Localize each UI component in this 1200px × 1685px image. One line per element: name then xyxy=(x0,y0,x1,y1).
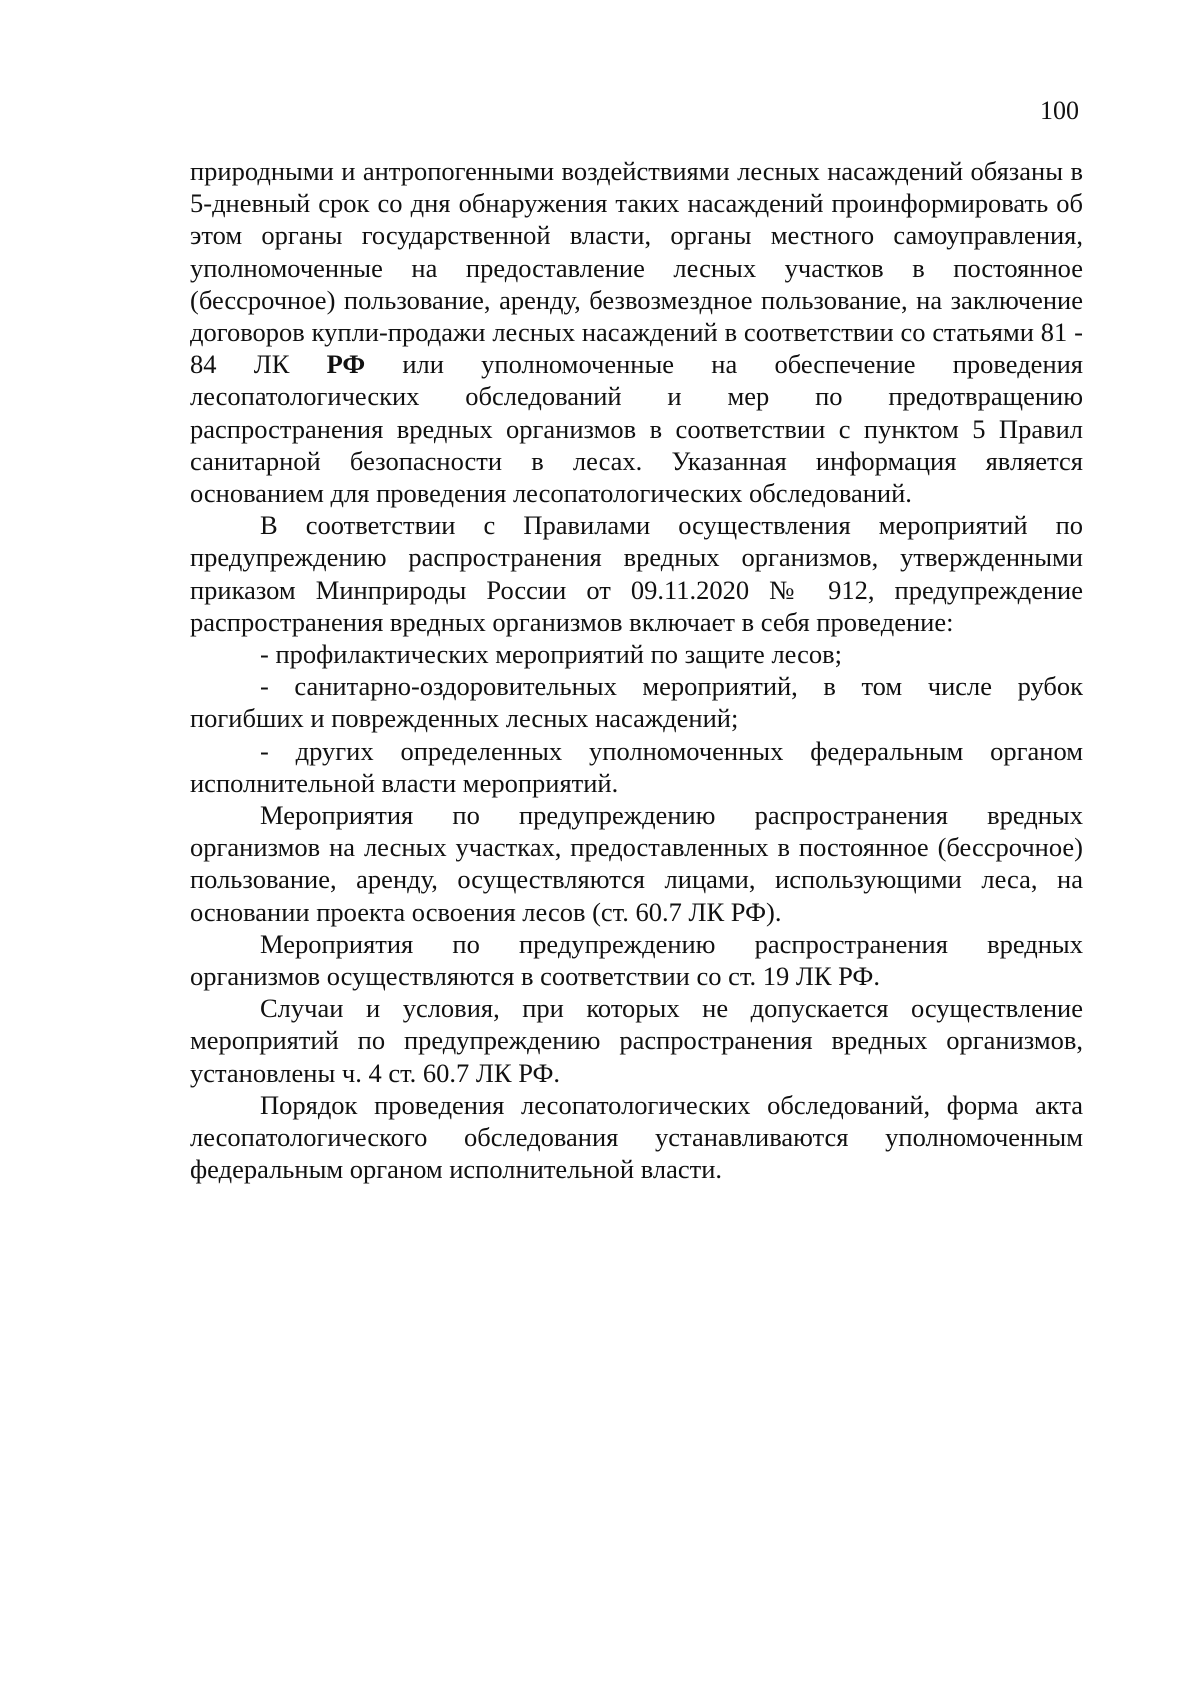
paragraph-article-19: Мероприятия по предупреждению распространения вредных организмов осуществляются в соответствии со ст. 19 ЛК РФ. xyxy=(190,928,1083,992)
list-item-preventive: - профилактических мероприятий по защите лесов; xyxy=(260,639,842,670)
bold-abbreviation: РФ xyxy=(326,349,366,380)
list-item-other: - других определенных уполномоченных федеральным органом исполнительной власти мероприятий. xyxy=(190,735,1083,798)
paragraph-survey-procedure: Порядок проведения лесопатологических обследований, форма акта лесопатологического обследования устанавливаются уполномоченным федеральным органом исполнительной власти. xyxy=(190,1089,1083,1185)
paragraph-continuation xyxy=(190,155,1083,509)
paragraph-text: природными и антропогенными воздействиями лесных насаждений обязаны в 5-дневный срок со дня обнаружения таких насаждений проинформировать об этом органы государственной власти, органы местного самоуправления, уполномоченные на предоставление лесных участков в постоянное (бессрочное) пользование, аренду, безвозмездное пользование, на заключение договоров купли-продажи лесных насаждений в соответствии со статьями 81 - 84 ЛК xyxy=(190,156,1083,380)
paragraph-text: или уполномоченные на обеспечение проведения лесопатологических обследований и мер по предотвращению распространения вредных организмов в соответствии с пунктом 5 Правил санитарной безопасности в лесах. Указанная информация является основанием для проведения лесопатологических обследований. xyxy=(190,349,1083,509)
list-item-sanitary: - санитарно-оздоровительных мероприятий, в том числе рубок погибших и поврежденных лесных насаждений; xyxy=(190,671,1083,734)
paragraph-leased-plots: Мероприятия по предупреждению распространения вредных организмов на лесных участках, предоставленных в постоянное (бессрочное) пользование, аренду, осуществляются лицами, использующими леса, на основании проекта освоения лесов (ст. 60.7 ЛК РФ). xyxy=(190,800,1083,927)
paragraph-rules-intro: В соответствии с Правилами осуществления мероприятий по предупреждению распространения вредных организмов, утвержденными приказом Минприроды России от 09.11.2020 № 912, предупреждение распространения вредных организмов включает в себя проведение: xyxy=(190,510,1083,637)
document-body xyxy=(190,155,1083,1186)
page-number: 100 xyxy=(1040,96,1079,125)
paragraph-restrictions: Случаи и условия, при которых не допускается осуществление мероприятий по предупреждению распространения вредных организмов, установлены ч. 4 ст. 60.7 ЛК РФ. xyxy=(190,993,1083,1088)
